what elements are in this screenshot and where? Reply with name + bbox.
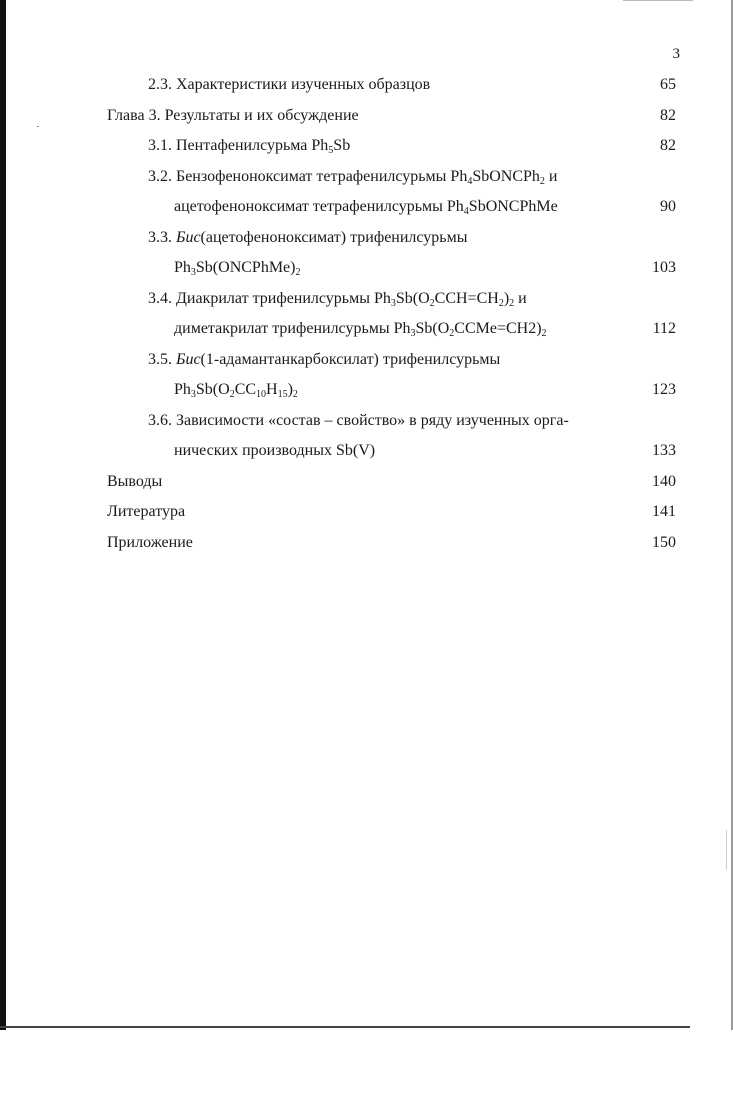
toc-entry-page: 140 [652, 472, 676, 490]
toc-entry [0, 72, 733, 103]
toc-entry-title: 2.3. Характеристики изученных образцов [148, 76, 431, 93]
toc-entry [0, 408, 733, 439]
toc-entry-title: Выводы [107, 472, 163, 490]
toc-entry [0, 530, 733, 561]
toc-entry-title: 3.2. Бензофеноноксимат тетрафенилсурьмы $Ph_4SbONCPh_2$ и [148, 167, 558, 187]
scan-speck [726, 830, 727, 870]
toc-entry [0, 316, 733, 347]
toc-entry [0, 164, 733, 195]
toc-entry-page: 141 [652, 503, 676, 520]
toc-entry-title: $Ph_3Sb(O_2CC_{10}H_{15})_2$ [174, 381, 298, 400]
toc-entry-title: 3.4. Диакрилат трифенилсурьмы $Ph_3Sb(O_2CCH=CH_2)_2$ и [148, 289, 527, 309]
toc-entry [0, 347, 733, 378]
toc-entry-title: 3.1. Пентафенилсурьма $Ph_5Sb$ [148, 137, 351, 156]
toc-entry-title: 3.3. Бис(ацетофеноноксимат) трифенилсурьмы [148, 228, 468, 246]
scan-edge-bottom [0, 1026, 690, 1028]
toc-entry-page: 65 [660, 76, 676, 93]
table-of-contents [0, 72, 733, 560]
toc-entry-title: нических производных Sb(V) [174, 442, 376, 459]
toc-entry-page: 112 [652, 320, 676, 337]
toc-entry-title: 3.5. Бис(1-адамантанкарбоксилат) трифенилсурьмы [148, 350, 501, 368]
toc-entry-title: ацетофеноноксимат тетрафенилсурьмы $Ph_4SbONCPhMe$ [174, 198, 558, 217]
toc-entry-page: 133 [652, 442, 676, 459]
toc-entry-page: 103 [652, 259, 676, 276]
toc-entry-title: 3.6. Зависимости «состав – свойство» в ряду изученных орга- [148, 411, 569, 429]
toc-entry-page: 82 [660, 106, 676, 124]
page-number: 3 [672, 46, 680, 62]
toc-entry-title: Литература [107, 503, 186, 520]
toc-entry-page: 90 [660, 198, 676, 215]
toc-entry [0, 133, 733, 164]
toc-entry [0, 499, 733, 530]
toc-entry [0, 377, 733, 408]
toc-entry [0, 194, 733, 225]
toc-entry-page: 123 [652, 381, 676, 398]
toc-entry-page: 150 [652, 533, 676, 551]
toc-entry-page: 82 [660, 137, 676, 154]
toc-entry [0, 286, 733, 317]
toc-entry-title: диметакрилат трифенилсурьмы $Ph_3Sb(O_2CCMe=CH2)_2$ [174, 320, 547, 339]
toc-entry [0, 469, 733, 500]
scan-mark-top [623, 0, 693, 1]
toc-entry-title: Приложение [107, 533, 193, 551]
toc-entry [0, 225, 733, 256]
toc-entry [0, 438, 733, 469]
toc-entry-title: $Ph_3Sb(ONCPhMe)_2$ [174, 259, 301, 278]
toc-entry-title: Глава 3. Результаты и их обсуждение [107, 106, 359, 124]
toc-entry [0, 255, 733, 286]
toc-entry [0, 103, 733, 134]
